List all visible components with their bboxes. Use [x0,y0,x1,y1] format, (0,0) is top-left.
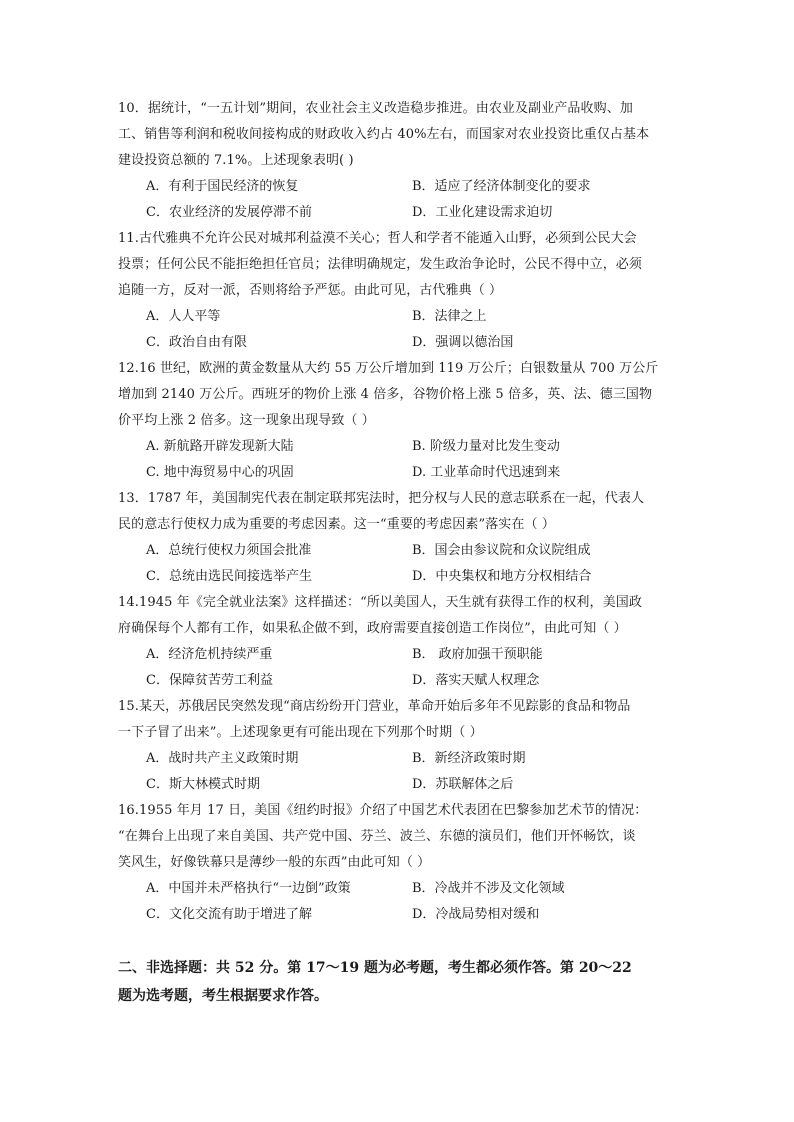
question-16 [118,798,688,928]
stem-line: 14.1945 年《完全就业法案》这样描述：“所以美国人，天生就有获得工作的权利，美国政 [118,595,642,610]
question-stem [118,226,688,304]
stem-line: 工、销售等利润和税收间接构成的财政收入约占 40%左右，而国家对农业投资比重仅占基本 [118,127,650,142]
options-row [118,668,688,694]
stem-line: 12.16 世纪，欧洲的黄金数量从大约 55 万公斤增加到 119 万公斤；白银数量从 700 万公斤 [118,361,659,376]
option-a: A．中国并未严格执行“一边倒”政策 [146,881,351,896]
option-b: B．冷战并不涉及文化领域 [412,881,565,896]
question-stem [118,96,688,174]
stem-line: 11.古代雅典不允许公民对城邦利益漠不关心；哲人和学者不能遁入山野，必须到公民大会 [118,231,637,246]
option-c: C．总统由选民间接选举产生 [146,569,312,584]
question-13 [118,486,688,590]
options-row [118,330,688,356]
stem-line: 15.某天，苏俄居民突然发现“商店纷纷开门营业，革命开始后多年不见踪影的食品和物品 [118,699,631,714]
option-b: B．新经济政策时期 [412,751,526,766]
option-d: D. 工业革命时代迅速到来 [412,465,561,480]
option-a: A．人人平等 [146,309,221,324]
section-heading-line: 题为选考题，考生根据要求作答。 [118,988,328,1004]
option-b: B．适应了经济体制变化的要求 [412,179,591,194]
question-15 [118,694,688,798]
question-11 [118,226,688,356]
question-stem [118,590,688,642]
stem-line: 民的意志行使权力成为重要的考虑因素。这一“重要的考虑因素”落实在（ ） [118,517,555,532]
option-a: A．战时共产主义政策时期 [146,751,299,766]
option-c: C．政治自由有限 [146,335,247,350]
options-row [118,902,688,928]
options-row [118,642,688,668]
options-row [118,876,688,902]
option-d: D．冷战局势相对缓和 [412,907,540,922]
question-stem [118,694,688,746]
option-c: C．农业经济的发展停滞不前 [146,205,312,220]
stem-line: 价平均上涨 2 倍多。这一现象出现导致（ ） [118,413,375,428]
stem-line: 16.1955 年月 17 日，美国《纽约时报》介绍了中国艺术代表团在巴黎参加艺术节的情况： [118,803,648,818]
options-row [118,772,688,798]
option-c: C．文化交流有助于增进了解 [146,907,312,922]
option-c: C. 地中海贸易中心的巩固 [146,465,294,480]
stem-line: 一下子冒了出来”。上述现象更有可能出现在下列那个时期（ ） [118,725,483,740]
option-b: B．法律之上 [412,309,487,324]
section-heading-line: 二、非选择题：共 52 分。第 17～19 题为必考题，考生都必须作答。第 20～22 [118,960,632,976]
stem-line: 府确保每个人都有工作，如果私企做不到，政府需要直接创造工作岗位”，由此可知（ ） [118,621,627,636]
option-d: D．苏联解体之后 [412,777,514,792]
option-d: D．落实天赋人权理念 [412,673,540,688]
stem-line: “在舞台上出现了来自美国、共产党中国、芬兰、波兰、东德的演员们，他们开怀畅饮，谈 [118,829,636,844]
question-stem [118,798,688,876]
question-stem [118,486,688,538]
options-row [118,460,688,486]
options-row [118,200,688,226]
stem-line: 13．1787 年，美国制宪代表在制定联邦宪法时，把分权与人民的意志联系在一起，代表人 [118,491,645,506]
option-a: A．总统行使权力须国会批准 [146,543,312,558]
stem-line: 10．据统计，“一五计划”期间，农业社会主义改造稳步推进。由农业及副业产品收购、加 [118,101,633,116]
option-b: B． 政府加强干预职能 [412,647,543,662]
option-a: A．有利于国民经济的恢复 [146,179,299,194]
stem-line: 投票；任何公民不能拒绝担任官员；法律明确规定，发生政治争论时，公民不得中立，必须 [118,257,643,272]
question-12 [118,356,688,486]
option-b: B．国会由参议院和众议院组成 [412,543,591,558]
options-row [118,304,688,330]
options-row [118,434,688,460]
stem-line: 建设投资总额的 7.1%。上述现象表明( ) [118,153,354,168]
option-a: A. 新航路开辟发现新大陆 [146,439,294,454]
option-c: C．斯大林模式时期 [146,777,260,792]
options-row [118,746,688,772]
stem-line: 追随一方，反对一派，否则将给予严惩。由此可见，古代雅典（ ） [118,283,503,298]
options-row [118,174,688,200]
section-heading [118,954,698,1010]
option-c: C．保障贫苦劳工利益 [146,673,273,688]
question-10 [118,96,688,226]
stem-line: 增加到 2140 万公斤。西班牙的物价上涨 4 倍多，谷物价格上涨 5 倍多，英、法、德三国物 [118,387,653,402]
options-row [118,538,688,564]
option-d: D．工业化建设需求迫切 [412,205,553,220]
option-d: D．中央集权和地方分权相结合 [412,569,592,584]
question-14 [118,590,688,694]
option-d: D．强调以德治国 [412,335,514,350]
stem-line: 笑风生，好像铁幕只是薄纱一般的东西”由此可知（ ） [118,855,431,870]
options-row [118,564,688,590]
question-stem [118,356,688,434]
option-b: B. 阶级力量对比发生变动 [412,439,560,454]
option-a: A．经济危机持续严重 [146,647,273,662]
